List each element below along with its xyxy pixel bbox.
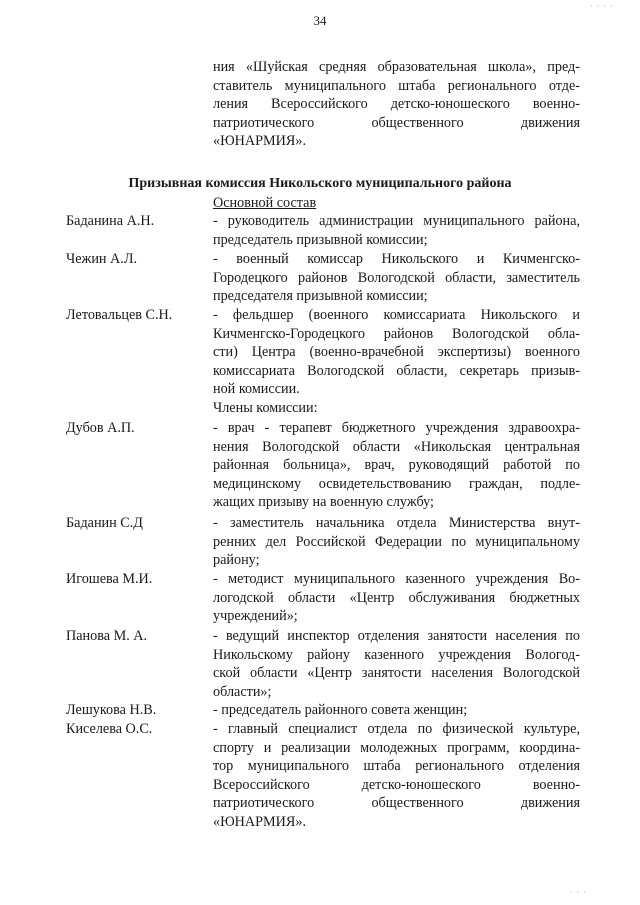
role-line: - военный комиссар Никольского и Кичменгско- [213,251,580,267]
role-line: председателя призывной комиссии; [213,288,428,305]
role-line: Всероссийского детско-юношеского военно- [213,776,580,793]
role-line: - руководитель администрации муниципального района, [213,213,580,229]
role-line: - ведущий инспектор отделения занятости населения по [213,628,580,644]
role-line: учреждений»; [213,608,298,625]
member-name: Баданин С.Д [66,515,143,531]
role-line: - врач - терапевт бюджетного учреждения здравоохра- [213,420,580,436]
intro-line: ления Всероссийского детско-юношеского военно- [213,96,580,113]
role-line: району; [213,552,260,569]
role-line: - заместитель начальника отдела Министерства внут- [213,515,580,531]
section-heading: Призывная комиссия Никольского муниципального района [128,176,512,191]
intro-paragraph [213,58,580,151]
member-role [213,570,580,626]
scan-mark-bottom: · · · [570,888,587,897]
member-role [213,627,580,701]
role-line: Никольскому району казенного учреждения Вологод- [213,646,580,663]
member-role [213,720,580,832]
page-number: 34 [313,13,327,28]
intro-line: ния «Шуйская средняя образовательная школа», пред- [213,59,580,75]
role-line: председатель призывной комиссии; [213,231,428,248]
member-role [213,306,580,399]
member-role [213,701,580,720]
role-line: сти) Центра (военно-врачебной экспертизы) военного [213,344,580,361]
member-name: Лешукова Н.В. [66,702,157,718]
role-line: Кичменгско-Городецкого районов Вологодской обла- [213,325,580,342]
member-name: Баданина А.Н. [66,213,155,229]
member-name: Игошева М.И. [66,571,153,587]
member-role [213,250,580,306]
members-label: Члены комиссии: [213,400,318,416]
intro-line: ставитель муниципального штаба регионального отде- [213,77,580,94]
role-line: патриотического общественного движения [213,795,580,812]
role-line: - методист муниципального казенного учреждения Во- [213,571,580,587]
member-name: Киселева О.С. [66,721,153,737]
member-name: Летовальцев С.Н. [66,307,173,323]
intro-line: «ЮНАРМИЯ». [213,133,307,150]
role-line: области»; [213,683,272,700]
role-line: Городецкого районов Вологодской области, заместитель [213,269,580,286]
member-name: Чежин А.Л. [66,251,138,267]
role-line: жащих призыву на военную службу; [213,494,434,511]
member-role [213,419,580,512]
member-name: Панова М. А. [66,628,148,644]
role-line: ренних дел Российской Федерации по муниципальному [213,533,580,550]
role-line: районная больница», врач, руководящий работой по [213,457,580,474]
member-name: Дубов А.П. [66,420,135,436]
role-line: комиссариата Вологодской области, секретарь призыв- [213,362,580,379]
main-composition-label: Основной состав [213,195,317,211]
role-line: - главный специалист отдела по физической культуре, [213,721,580,737]
role-line: ской области «Центр занятости населения Вологодской [213,665,580,682]
role-line: - председатель районного совета женщин; [213,702,468,718]
role-line: медицинскому освидетельствованию граждан, подле- [213,475,580,492]
intro-line: патриотического общественного движения [213,114,580,131]
role-line: «ЮНАРМИЯ». [213,813,307,830]
role-line: спорту и реализации молодежных программ, координа- [213,739,580,756]
role-line: логодской области «Центр обслуживания бюджетных [213,589,580,606]
role-line: ной комиссии. [213,381,300,398]
member-role [213,212,580,249]
member-role [213,514,580,570]
role-line: нения Вологодской области «Никольская центральная [213,438,580,455]
scan-mark-top: · · · · [590,2,614,11]
role-line: - фельдшер (военного комиссариата Никольского и [213,307,580,323]
role-line: тор муниципального штаба регионального отделения [213,758,580,775]
